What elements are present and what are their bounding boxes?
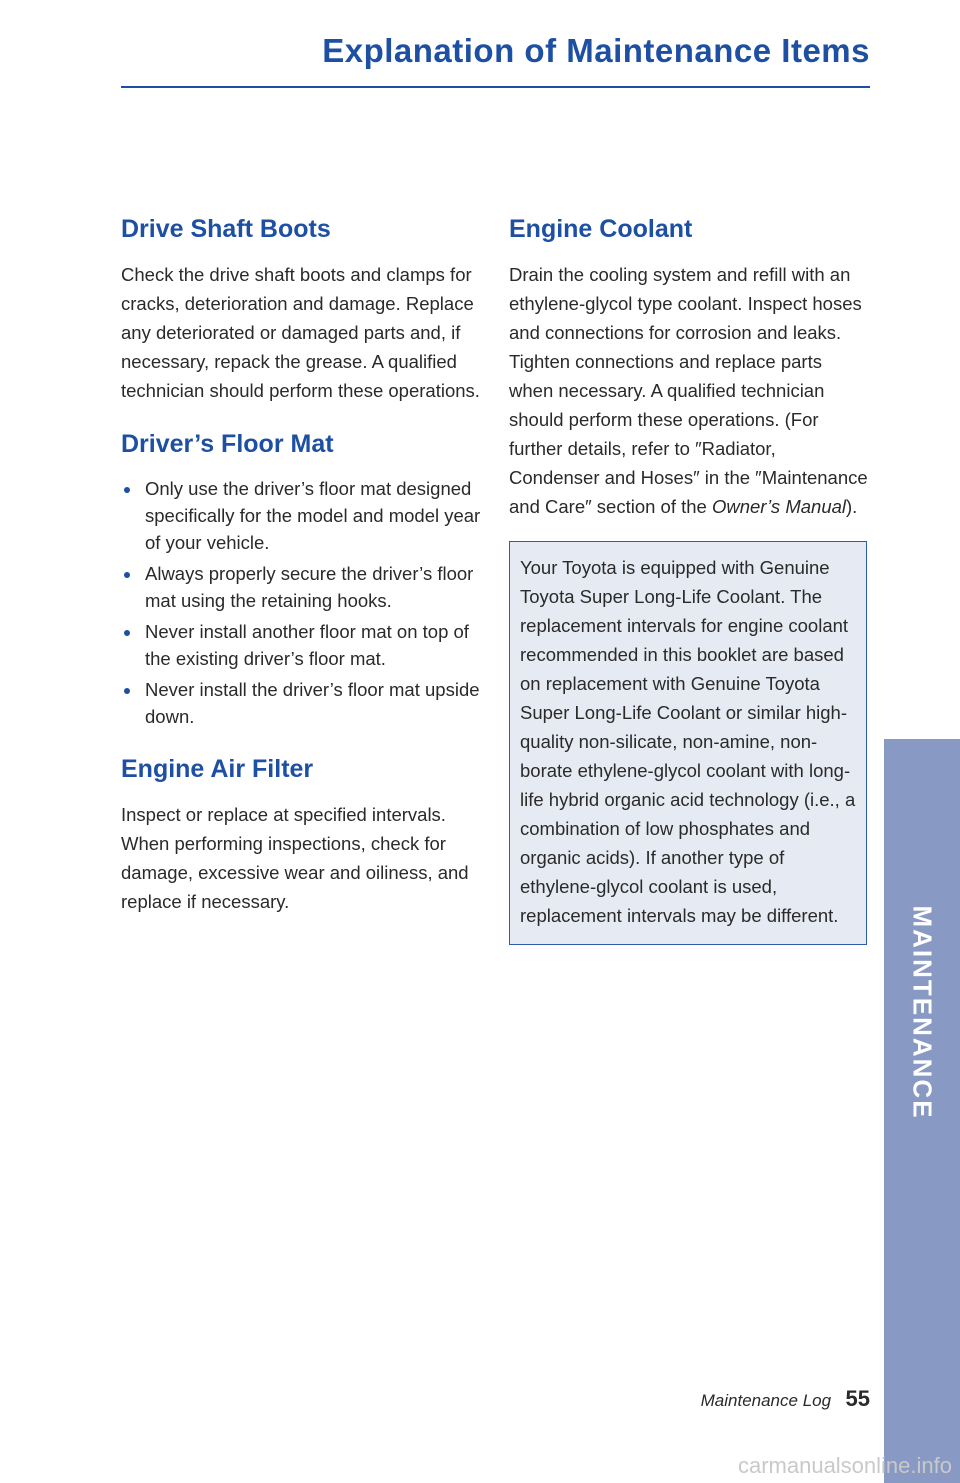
side-tab-label: MAINTENANCE xyxy=(907,905,938,1120)
bullet-text: Never install the driver’s floor mat upside down. xyxy=(145,679,480,727)
page-footer xyxy=(701,1386,870,1412)
page-header xyxy=(121,30,870,88)
right-column xyxy=(509,212,869,945)
owners-manual-reference: Owner’s Manual xyxy=(711,496,847,517)
coolant-note-box xyxy=(509,541,867,945)
left-column xyxy=(121,212,483,938)
list-item xyxy=(121,475,483,556)
section-engine-coolant xyxy=(509,212,869,521)
floor-mat-bullet-list xyxy=(121,475,483,730)
page-title: Explanation of Maintenance Items xyxy=(322,32,870,69)
bullet-dot-icon xyxy=(124,487,130,493)
section-engine-air-filter xyxy=(121,752,483,916)
drivers-floor-mat-heading: Driver’s Floor Mat xyxy=(121,430,334,458)
maintenance-side-tab xyxy=(884,739,960,1483)
page-number: 55 xyxy=(845,1386,870,1411)
bullet-text: Only use the driver’s floor mat designed specifically for the model and model year of your vehicle. xyxy=(145,478,481,553)
list-item xyxy=(121,560,483,614)
engine-coolant-body-text: Drain the cooling system and refill with an ethylene-glycol type coolant. Inspect hoses and connections for corrosion and leaks. Tighten connections and replace parts when necessary. A qualified technician should perform these operations. (For further details, refer to ″Radiator, Condenser and Hoses″ in the ″Maintenance and Care″ section of the xyxy=(509,264,868,517)
list-item xyxy=(121,618,483,672)
drive-shaft-boots-heading: Drive Shaft Boots xyxy=(121,215,331,243)
watermark: carmanualsonline.info xyxy=(737,1453,952,1478)
bullet-dot-icon xyxy=(124,688,130,694)
bullet-text: Always properly secure the driver’s floor mat using the retaining hooks. xyxy=(145,563,474,611)
engine-coolant-heading: Engine Coolant xyxy=(509,215,693,243)
footer-label: Maintenance Log xyxy=(700,1391,832,1410)
engine-air-filter-heading: Engine Air Filter xyxy=(121,755,314,783)
engine-coolant-body xyxy=(509,260,869,521)
section-drive-shaft-boots xyxy=(121,212,483,405)
bullet-text: Never install another floor mat on top of the existing driver’s floor mat. xyxy=(145,621,469,669)
engine-air-filter-body: Inspect or replace at specified intervals. When performing inspections, check for damage, excessive wear and oiliness, and replace if necessary. xyxy=(121,804,469,912)
list-item xyxy=(121,676,483,730)
coolant-note-text: Your Toyota is equipped with Genuine Toyota Super Long-Life Coolant. The replacement intervals for engine coolant recommended in this booklet are based on replacement with Genuine Toyota Super Long-Life Coolant or similar high-quality non-silicate, non-amine, non-borate ethylene-glycol coolant with long-life hybrid organic acid technology (i.e., a combination of low phosphates and organic acids). If another type of ethylene-glycol coolant is used, replacement intervals may be different. xyxy=(520,557,856,926)
bullet-dot-icon xyxy=(124,630,130,636)
engine-coolant-body-end: ). xyxy=(846,496,858,517)
drive-shaft-boots-body: Check the drive shaft boots and clamps for cracks, deterioration and damage. Replace any deteriorated or damaged parts and, if necessary, repack the grease. A qualified technician should perform these operations. xyxy=(121,264,480,401)
bullet-dot-icon xyxy=(124,572,130,578)
section-drivers-floor-mat xyxy=(121,427,483,730)
